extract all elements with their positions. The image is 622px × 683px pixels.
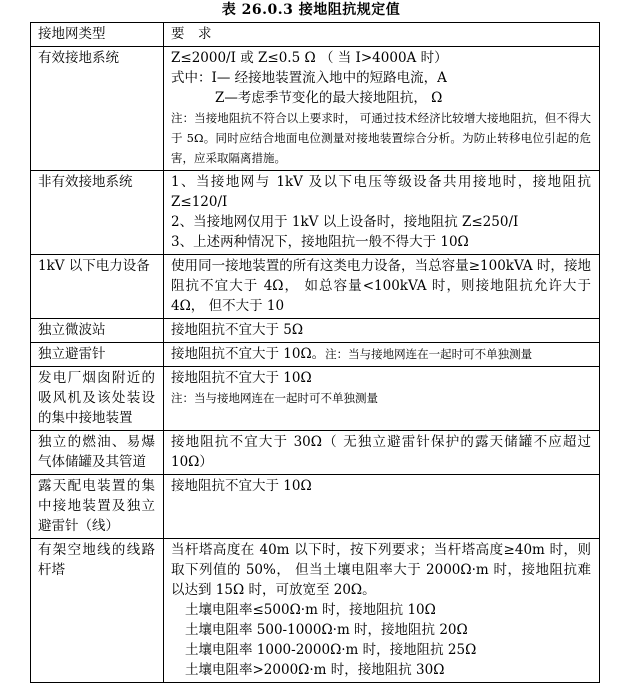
requirement-paragraph <box>171 256 591 316</box>
requirement-cell <box>164 431 600 475</box>
requirement-text: 使用同一接地装置的所有这类电力设备，当总容量≥100kVA 时，接地阻抗不宜大于 4Ω， 如总容量<100kVA 时，则接地阻抗允许大于 4Ω， 但不大于 10 <box>171 258 591 314</box>
requirement-paragraph <box>171 540 591 600</box>
requirement-text: 接地阻抗不宜大于 5Ω <box>171 322 304 338</box>
requirement-cell <box>164 171 600 255</box>
table-title: 表 26.0.3 接地阻抗规定值 <box>221 2 401 18</box>
requirement-text: 土壤电阻率 500-1000Ω·m 时，接地阻抗 20Ω <box>185 622 468 638</box>
table-row <box>31 255 600 319</box>
requirement-cell <box>164 475 600 539</box>
grounding-type-cell: 独立的燃油、易爆气体储罐及其管道 <box>31 431 164 475</box>
grounding-impedance-table <box>30 22 600 683</box>
requirement-text: 接地阻抗不宜大于 10Ω <box>171 478 312 494</box>
requirement-text: 接地阻抗不宜大于 10Ω。 <box>171 346 326 362</box>
requirement-paragraph <box>171 640 591 660</box>
table-row <box>31 539 600 683</box>
requirement-paragraph <box>171 88 591 108</box>
table-row <box>31 367 600 431</box>
grounding-type-cell: 独立微波站 <box>31 319 164 343</box>
requirement-text: 1、当接地网与 1kV 及以下电压等级设备共用接地时，接地阻抗 Z≤120/I <box>171 174 591 210</box>
column-header-grounding-grid-type: 接地网类型 <box>31 23 164 47</box>
table-body <box>31 47 600 683</box>
requirement-paragraph <box>171 48 591 68</box>
requirement-paragraph <box>171 368 591 388</box>
requirement-paragraph <box>171 660 591 680</box>
table-row <box>31 343 600 367</box>
grounding-type-cell: 有架空地线的线路杆塔 <box>31 539 164 683</box>
table-row <box>31 431 600 475</box>
requirement-paragraph <box>171 212 591 232</box>
requirement-paragraph <box>171 388 591 408</box>
requirement-paragraph <box>171 172 591 212</box>
requirement-paragraph <box>171 344 591 364</box>
requirement-cell <box>164 47 600 171</box>
grounding-type-cell: 1kV 以下电力设备 <box>31 255 164 319</box>
requirement-text: 2、当接地网仅用于 1kV 以上设备时，接地阻抗 Z≤250/I <box>171 214 519 230</box>
requirement-text: Z—考虑季节变化的最大接地阻抗， Ω <box>215 90 443 106</box>
requirement-text: 土壤电阻率>2000Ω·m 时，接地阻抗 30Ω <box>185 662 445 678</box>
requirement-paragraph <box>171 232 591 252</box>
requirement-paragraph <box>171 620 591 640</box>
table-row <box>31 475 600 539</box>
grounding-type-cell: 非有效接地系统 <box>31 171 164 255</box>
requirement-cell <box>164 319 600 343</box>
grounding-type-cell: 露天配电装置的集中接地装置及独立避雷针（线） <box>31 475 164 539</box>
requirement-paragraph <box>171 108 591 168</box>
column-header-requirement: 要 求 <box>164 23 600 47</box>
requirement-text: 当杆塔高度在 40m 以下时，按下列要求；当杆塔高度≥40m 时，则取下列值的 50%， 但当土壤电阻率大于 2000Ω·m 时，接地阻抗难以达到 15Ω 时，可放宽至 20Ω。 <box>171 542 591 598</box>
requirement-text: 式中：I— 经接地装置流入地中的短路电流，A <box>171 70 447 86</box>
requirement-text: 接地阻抗不宜大于 10Ω <box>171 370 312 386</box>
requirement-cell <box>164 255 600 319</box>
requirement-paragraph <box>171 432 591 472</box>
requirement-text: 土壤电阻率 1000-2000Ω·m 时，接地阻抗 25Ω <box>185 642 477 658</box>
note-text: 注：当接地阻抗不符合以上要求时， 可通过技术经济比较增大接地阻抗，但不得大于 5Ω。同时应结合地面电位测量对接地装置综合分析。为防止转移电位引起的危害，应采取隔离措施。 <box>171 111 591 165</box>
requirement-paragraph <box>171 476 591 496</box>
requirement-text: 接地阻抗不宜大于 30Ω（ 无独立避雷针保护的露天储罐不应超过 10Ω） <box>171 434 591 470</box>
requirement-cell <box>164 367 600 431</box>
requirement-cell <box>164 343 600 367</box>
requirement-text: 3、上述两种情况下，接地阻抗一般不得大于 10Ω <box>171 234 469 250</box>
table-row <box>31 319 600 343</box>
requirement-paragraph <box>171 320 591 340</box>
grounding-type-cell: 有效接地系统 <box>31 47 164 171</box>
grounding-type-cell: 发电厂烟囱附近的吸风机及该处装设的集中接地装置 <box>31 367 164 431</box>
note-text: 注：当与接地网连在一起时可不单独测量 <box>325 347 533 361</box>
grounding-type-cell: 独立避雷针 <box>31 343 164 367</box>
requirement-text: 土壤电阻率≤500Ω·m 时，接地阻抗 10Ω <box>185 602 436 618</box>
table-row <box>31 47 600 171</box>
requirement-paragraph <box>171 68 591 88</box>
header-row <box>31 23 600 47</box>
note-text: 注：当与接地网连在一起时可不单独测量 <box>171 391 378 405</box>
requirement-paragraph <box>171 600 591 620</box>
requirement-cell <box>164 539 600 683</box>
table-row <box>31 171 600 255</box>
requirement-text: Z≤2000/I 或 Z≤0.5 Ω （ 当 I>4000A 时） <box>171 50 448 66</box>
